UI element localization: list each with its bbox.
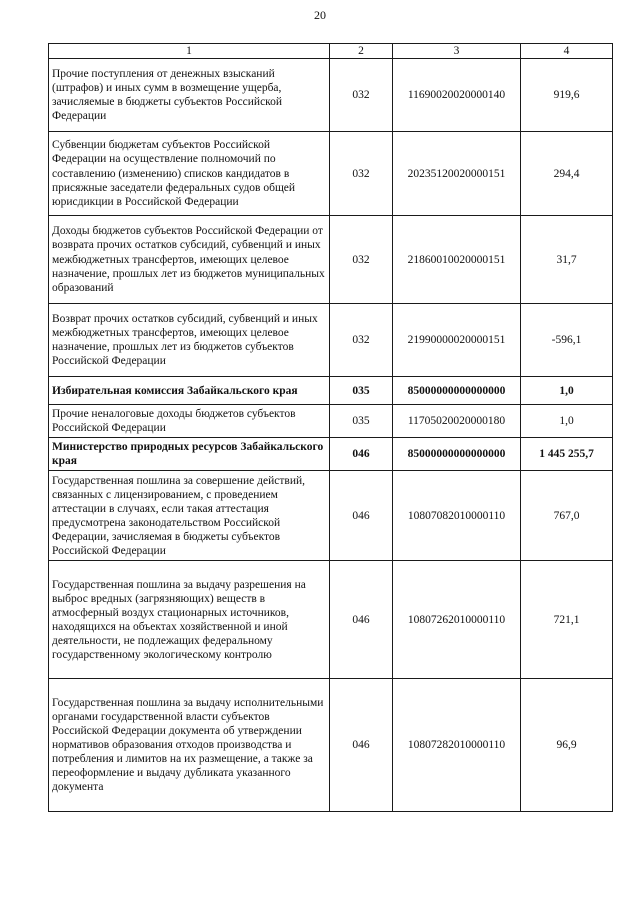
row-sum-cell: 767,0 — [521, 471, 613, 561]
row-admin-code-cell: 032 — [330, 304, 393, 377]
row-name-cell: Прочие неналоговые доходы бюджетов субъектов Российской Федерации — [49, 405, 330, 438]
row-name-cell: Государственная пошлина за выдачу разрешения на выброс вредных (загрязняющих) веществ в атмосферный воздух стационарных источников, находящихся на объектах хозяйственной и иной деятельности, не подлежащих федеральному государственному экологическому контролю — [49, 561, 330, 679]
row-name-cell: Субвенции бюджетам субъектов Российской Федерации на осуществление полномочий по составлению (изменению) списков кандидатов в присяжные заседатели федеральных судов общей юрисдикции в Российской Федерации — [49, 132, 330, 216]
table-header-row — [49, 44, 613, 59]
row-name-cell: Возврат прочих остатков субсидий, субвенций и иных межбюджетных трансфертов, имеющих целевое назначение, прошлых лет из бюджетов субъектов Российской Федерации — [49, 304, 330, 377]
row-sum-cell: -596,1 — [521, 304, 613, 377]
table-row — [49, 471, 613, 561]
row-budget-code-cell: 10807082010000110 — [393, 471, 521, 561]
column-header-3: 3 — [393, 44, 521, 59]
table-row — [49, 561, 613, 679]
row-name-cell: Государственная пошлина за совершение действий, связанных с лицензированием, с проведением аттестации в случаях, если такая аттестация предусмотрена законодательством Российской Федерации, зачисляемая в бюджеты субъектов Российской Федерации — [49, 471, 330, 561]
budget-revenue-table — [48, 43, 613, 812]
row-admin-code-cell: 035 — [330, 405, 393, 438]
row-sum-cell: 1,0 — [521, 377, 613, 405]
table-row — [49, 377, 613, 405]
row-admin-code-cell: 032 — [330, 216, 393, 304]
row-budget-code-cell: 11690020020000140 — [393, 59, 521, 132]
row-admin-code-cell: 046 — [330, 679, 393, 812]
row-name-cell: Государственная пошлина за выдачу исполнительными органами государственной власти субъектов Российской Федерации документа об утверждении нормативов образования отходов производства и потребления и лимитов на их размещение, а также за переоформление и выдачу дубликата указанного документа — [49, 679, 330, 812]
row-admin-code-cell: 046 — [330, 471, 393, 561]
column-header-2: 2 — [330, 44, 393, 59]
row-admin-code-cell: 046 — [330, 561, 393, 679]
row-sum-cell: 919,6 — [521, 59, 613, 132]
row-sum-cell: 1 445 255,7 — [521, 438, 613, 471]
row-sum-cell: 31,7 — [521, 216, 613, 304]
table-row — [49, 132, 613, 216]
row-sum-cell: 721,1 — [521, 561, 613, 679]
row-budget-code-cell: 85000000000000000 — [393, 438, 521, 471]
table-row — [49, 59, 613, 132]
row-sum-cell: 1,0 — [521, 405, 613, 438]
row-budget-code-cell: 21990000020000151 — [393, 304, 521, 377]
column-header-4: 4 — [521, 44, 613, 59]
row-admin-code-cell: 046 — [330, 438, 393, 471]
row-budget-code-cell: 85000000000000000 — [393, 377, 521, 405]
table-row — [49, 216, 613, 304]
row-admin-code-cell: 032 — [330, 59, 393, 132]
row-budget-code-cell: 20235120020000151 — [393, 132, 521, 216]
table-row — [49, 304, 613, 377]
page-number: 20 — [314, 8, 326, 22]
row-name-cell: Министерство природных ресурсов Забайкальского края — [49, 438, 330, 471]
column-header-1: 1 — [49, 44, 330, 59]
row-name-cell: Избирательная комиссия Забайкальского края — [49, 377, 330, 405]
row-admin-code-cell: 032 — [330, 132, 393, 216]
table-row — [49, 438, 613, 471]
row-name-cell: Доходы бюджетов субъектов Российской Федерации от возврата прочих остатков субсидий, субвенций и иных межбюджетных трансфертов, имеющих целевое назначение, прошлых лет из бюджетов муниципальных образований — [49, 216, 330, 304]
row-name-cell: Прочие поступления от денежных взысканий (штрафов) и иных сумм в возмещение ущерба, зачисляемые в бюджеты субъектов Российской Федерации — [49, 59, 330, 132]
row-sum-cell: 294,4 — [521, 132, 613, 216]
table-row — [49, 405, 613, 438]
row-sum-cell: 96,9 — [521, 679, 613, 812]
row-budget-code-cell: 21860010020000151 — [393, 216, 521, 304]
row-budget-code-cell: 10807282010000110 — [393, 679, 521, 812]
row-admin-code-cell: 035 — [330, 377, 393, 405]
row-budget-code-cell: 10807262010000110 — [393, 561, 521, 679]
table-row — [49, 679, 613, 812]
row-budget-code-cell: 11705020020000180 — [393, 405, 521, 438]
